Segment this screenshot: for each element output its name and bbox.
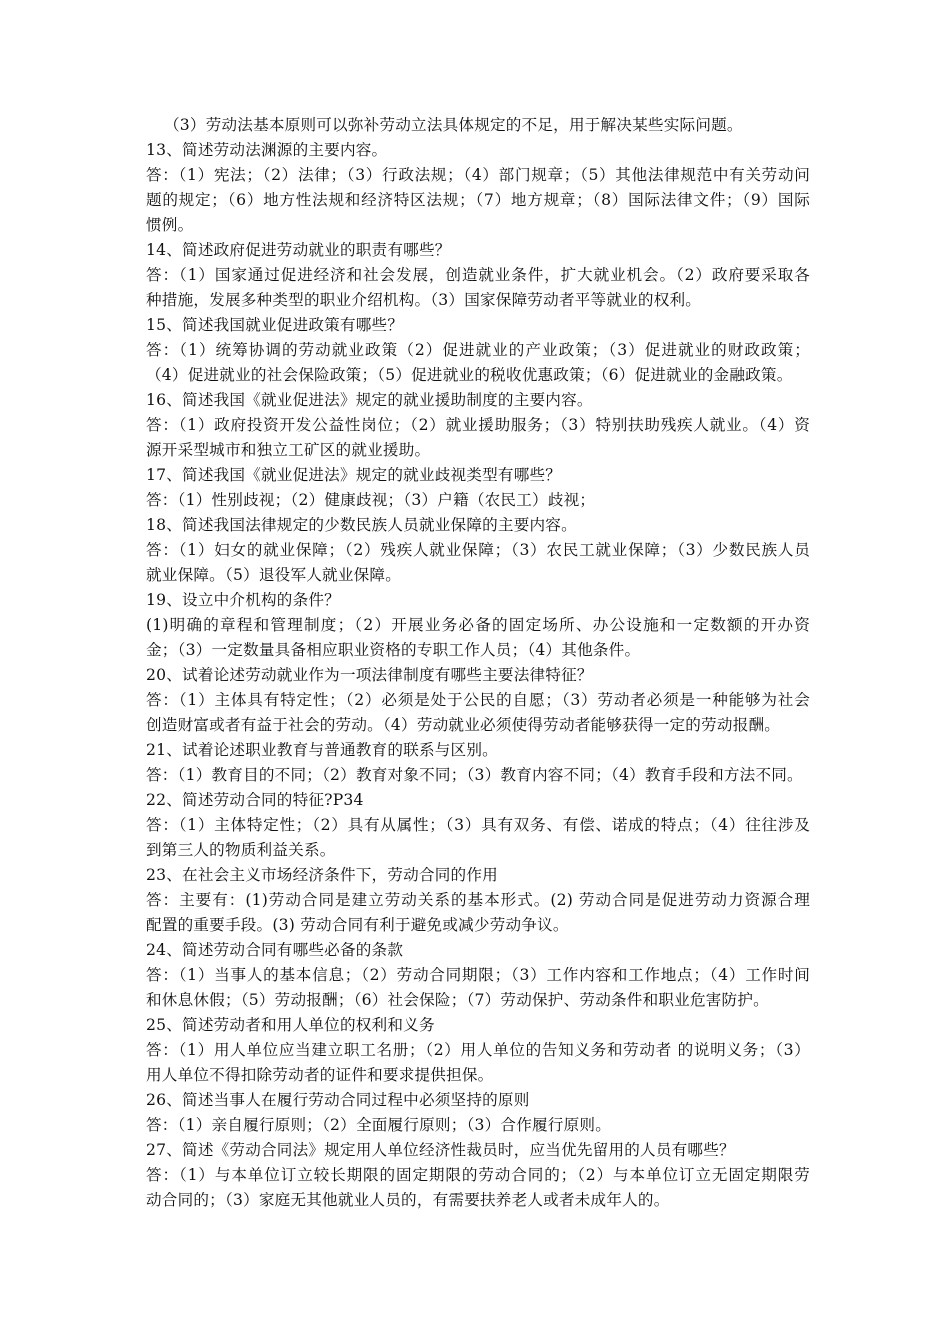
answer-block <box>146 963 810 1013</box>
answer-block <box>146 613 810 663</box>
answer-line: 配置的重要手段。(3) 劳动合同有利于避免或减少劳动争议。 <box>146 916 569 934</box>
answer-line: 答：（1）宪法；（2）法律；（3）行政法规；（4）部门规章；（5）其他法律规范中有关劳动问 <box>146 166 810 184</box>
answer-line: (1)明确的章程和管理制度；（2）开展业务必备的固定场所、办公设施和一定数额的开办资 <box>146 616 810 634</box>
question-block <box>146 788 810 813</box>
answer-line: 答：（1）当事人的基本信息；（2）劳动合同期限；（3）工作内容和工作地点；（4）工作时间 <box>146 966 810 984</box>
question-line: 24、简述劳动合同有哪些必备的条款 <box>146 941 404 959</box>
question-block <box>146 238 810 263</box>
question-block <box>146 863 810 888</box>
answer-line: 动合同的；（3）家庭无其他就业人员的，有需要扶养老人或者未成年人的。 <box>146 1191 670 1209</box>
question-block <box>146 313 810 338</box>
answer-block <box>146 813 810 863</box>
question-block <box>146 138 810 163</box>
question-line: 13、简述劳动法渊源的主要内容。 <box>146 141 388 159</box>
answer-block <box>146 888 810 938</box>
question-line: 26、简述当事人在履行劳动合同过程中必须坚持的原则 <box>146 1091 530 1109</box>
answer-line: 金；（3）一定数量具备相应职业资格的专职工作人员；（4）其他条件。 <box>146 641 641 659</box>
question-block <box>146 663 810 688</box>
answer-line: 用人单位不得扣除劳动者的证件和要求提供担保。 <box>146 1066 494 1084</box>
question-line: 21、试着论述职业教育与普通教育的联系与区别。 <box>146 741 498 759</box>
answer-line: 答：（1）主体特定性；（2）具有从属性；（3）具有双务、有偿、诺成的特点；（4）往往涉及 <box>146 816 810 834</box>
answer-block <box>146 763 810 788</box>
answer-line: 就业保障。（5）退役军人就业保障。 <box>146 566 402 584</box>
answer-block <box>146 688 810 738</box>
question-line: 25、简述劳动者和用人单位的权利和义务 <box>146 1016 435 1034</box>
answer-line: 到第三人的物质利益关系。 <box>146 841 336 859</box>
answer-block <box>146 538 810 588</box>
question-line: 23、在社会主义市场经济条件下，劳动合同的作用 <box>146 866 498 884</box>
answer-line: 创造财富或者有益于社会的劳动。（4）劳动就业必须使得劳动者能够获得一定的劳动报酬。 <box>146 716 781 734</box>
answer-block <box>146 1038 810 1088</box>
answer-line: 惯例。 <box>146 216 194 234</box>
answer-line: 源开采型城市和独立工矿区的就业援助。 <box>146 441 431 459</box>
question-line: 16、简述我国《就业促进法》规定的就业援助制度的主要内容。 <box>146 391 593 409</box>
answer-line: 答：（1）妇女的就业保障；（2）残疾人就业保障；（3）农民工就业保障；（3）少数民族人员 <box>146 541 810 559</box>
answer-line: 题的规定；（6）地方性法规和经济特区法规；（7）地方规章；（8）国际法律文件；（9）国际 <box>146 191 810 209</box>
answer-line: 种措施，发展多种类型的职业介绍机构。（3）国家保障劳动者平等就业的权利。 <box>146 291 702 309</box>
answer-line: 答：主要有：(1)劳动合同是建立劳动关系的基本形式。(2) 劳动合同是促进劳动力资源合理 <box>146 891 810 909</box>
question-line: 15、简述我国就业促进政策有哪些？ <box>146 316 404 334</box>
answer-line: 答：（1）国家通过促进经济和社会发展，创造就业条件，扩大就业机会。（2）政府要采取各 <box>146 266 810 284</box>
question-block <box>146 938 810 963</box>
answer-block <box>146 338 810 388</box>
question-line: 20、试着论述劳动就业作为一项法律制度有哪些主要法律特征？ <box>146 666 593 684</box>
answer-block <box>146 113 810 138</box>
question-block <box>146 463 810 488</box>
answer-line: 答：（1）用人单位应当建立职工名册；（2）用人单位的告知义务和劳动者 的说明义务；（3） <box>146 1041 810 1059</box>
question-block <box>146 588 810 613</box>
answer-block <box>146 163 810 238</box>
answer-line: 答：（1）亲自履行原则；（2）全面履行原则；（3）合作履行原则。 <box>146 1116 611 1134</box>
answer-line: （3）劳动法基本原则可以弥补劳动立法具体规定的不足，用于解决某些实际问题。 <box>164 116 743 134</box>
answer-line: 答：（1）教育目的不同；（2）教育对象不同；（3）教育内容不同；（4）教育手段和方法不同。 <box>146 766 803 784</box>
document-page <box>146 113 810 1213</box>
question-line: 27、简述《劳动合同法》规定用人单位经济性裁员时，应当优先留用的人员有哪些？ <box>146 1141 735 1159</box>
answer-line: （4）促进就业的社会保险政策；（5）促进就业的税收优惠政策；（6）促进就业的金融政策。 <box>146 366 793 384</box>
question-line: 14、简述政府促进劳动就业的职责有哪些？ <box>146 241 451 259</box>
question-line: 22、简述劳动合同的特征?P34 <box>146 791 364 809</box>
question-block <box>146 1013 810 1038</box>
answer-block <box>146 1113 810 1138</box>
question-block <box>146 513 810 538</box>
question-block <box>146 738 810 763</box>
answer-block <box>146 263 810 313</box>
answer-line: 答：（1）与本单位订立较长期限的固定期限的劳动合同的；（2）与本单位订立无固定期限劳 <box>146 1166 810 1184</box>
question-block <box>146 388 810 413</box>
question-line: 18、简述我国法律规定的少数民族人员就业保障的主要内容。 <box>146 516 577 534</box>
answer-line: 和休息休假；（5）劳动报酬；（6）社会保险；（7）劳动保护、劳动条件和职业危害防护。 <box>146 991 769 1009</box>
answer-block <box>146 413 810 463</box>
answer-line: 答：（1）性别歧视；（2）健康歧视；（3）户籍（农民工）歧视； <box>146 491 596 509</box>
answer-line: 答：（1）主体具有特定性；（2）必须是处于公民的自愿；（3）劳动者必须是一种能够为社会 <box>146 691 810 709</box>
answer-block <box>146 488 810 513</box>
answer-line: 答：（1）政府投资开发公益性岗位；（2）就业援助服务；（3）特别扶助残疾人就业。（4）资 <box>146 416 810 434</box>
answer-block <box>146 1163 810 1213</box>
question-block <box>146 1088 810 1113</box>
answer-line: 答：（1）统筹协调的劳动就业政策（2）促进就业的产业政策；（3）促进就业的财政政策； <box>146 341 810 359</box>
question-line: 17、简述我国《就业促进法》规定的就业歧视类型有哪些？ <box>146 466 562 484</box>
question-block <box>146 1138 810 1163</box>
question-line: 19、设立中介机构的条件？ <box>146 591 340 609</box>
